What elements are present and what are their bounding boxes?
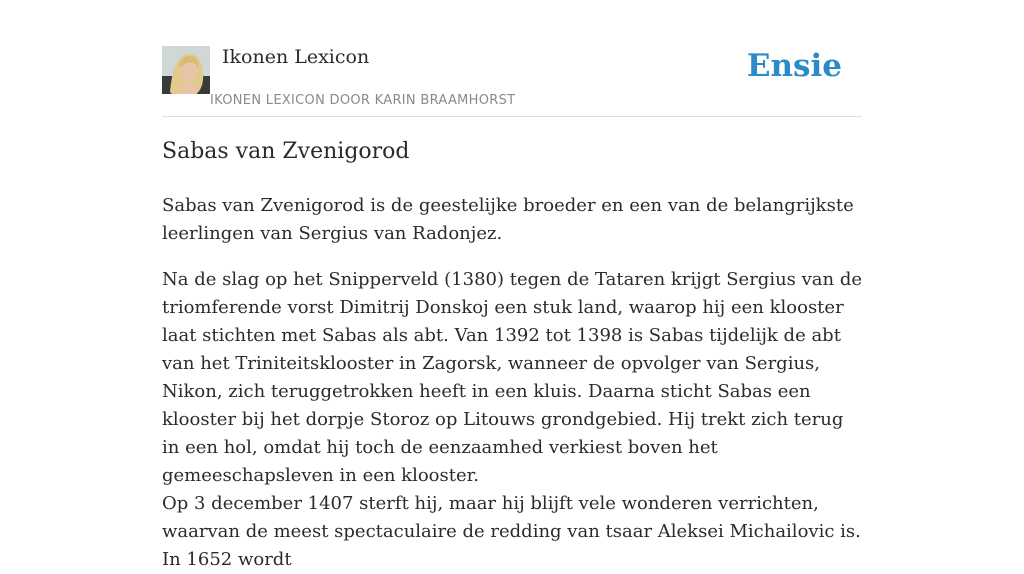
article-paragraph: Sabas van Zvenigorod is de geestelijke broeder en een van de belangrijkste leerlingen van Sergius van Radonjez. bbox=[162, 195, 854, 244]
avatar[interactable] bbox=[162, 46, 210, 94]
site-logo[interactable]: Ensie bbox=[746, 48, 842, 84]
author-photo-icon bbox=[162, 46, 210, 94]
author-name[interactable]: Ikonen Lexicon bbox=[222, 46, 370, 68]
page-title: Sabas van Zvenigorod bbox=[162, 139, 410, 164]
article-paragraph: Na de slag op het Snipperveld (1380) tegen de Tataren krijgt Sergius van de triomferende vorst Dimitrij Donskoj een stuk land, waarop hij een klooster laat stichten met Sabas als abt. Van 1392 tot 1398 is Sabas tijdelijk de abt van het Triniteitsklooster in Zagorsk, wanneer de opvolger van Sergius, Nikon, zich teruggetrokken heeft in een kluis. Daarna sticht Sabas een klooster bij het dorpje Storoz op Litouws grondgebied. Hij trekt zich terug in een hol, omdat hij toch de eenzaamhed verkiest boven het gemeeschapsleven in een klooster. bbox=[162, 269, 863, 486]
article-paragraph: Op 3 december 1407 sterft hij, maar hij blijft vele wonderen verrichten, waarvan de meest spectaculaire de redding van tsaar Aleksei Michailovic is. In 1652 wordt bbox=[162, 493, 861, 570]
author-subtitle[interactable]: IKONEN LEXICON DOOR KARIN BRAAMHORST bbox=[210, 93, 516, 108]
article-body bbox=[162, 192, 862, 574]
site-header bbox=[162, 44, 862, 117]
